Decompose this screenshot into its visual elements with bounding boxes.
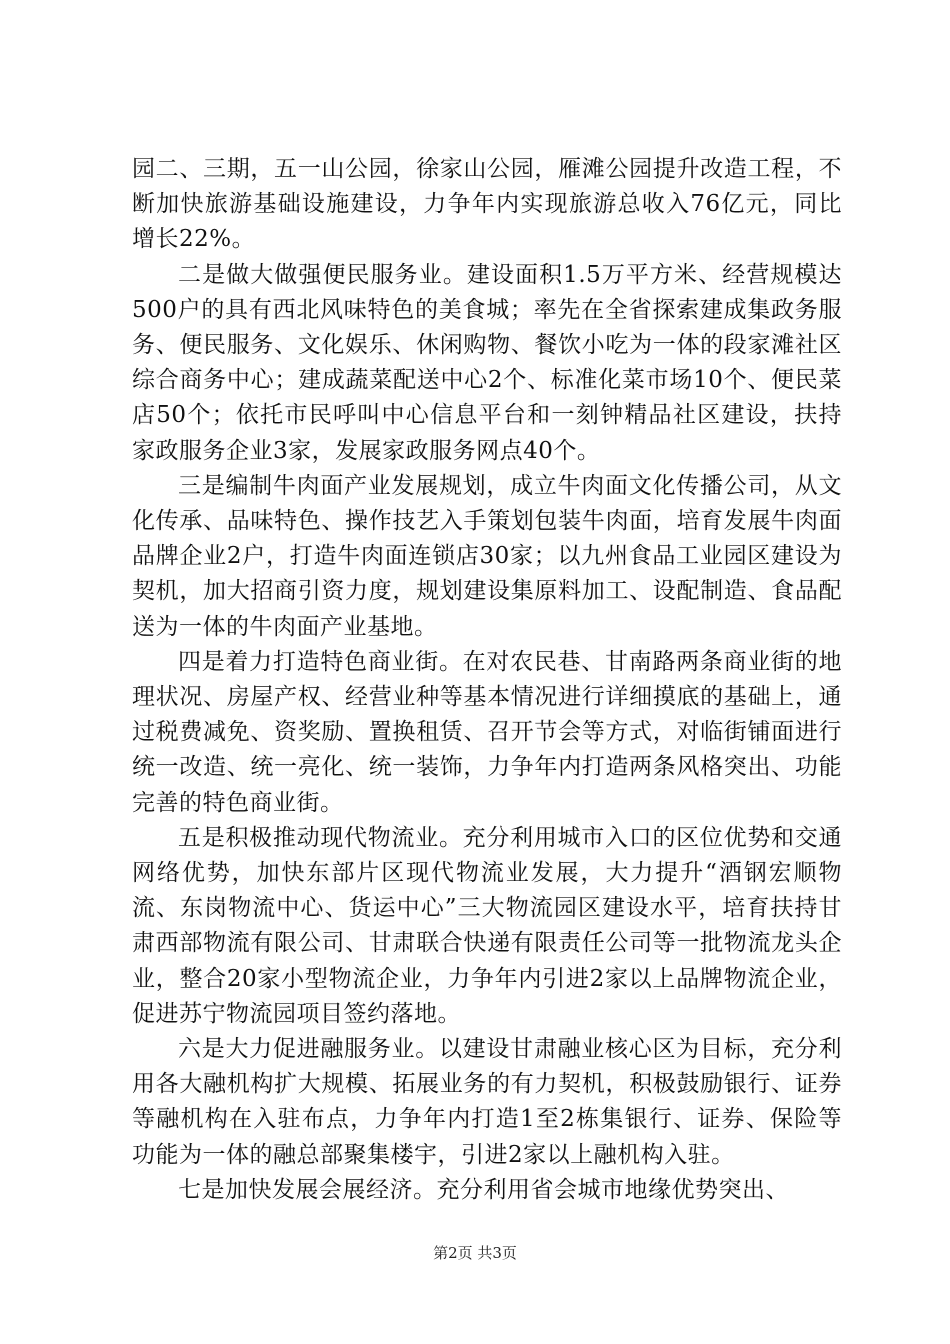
document-body <box>132 152 842 1208</box>
paragraph-exhibition-economy: 七是加快发展会展经济。充分利用省会城市地缘优势突出、 <box>178 1176 789 1203</box>
page-footer: 第2页 共3页 <box>433 1244 517 1262</box>
paragraph-convenience-services: 二是做大做强便民服务业。建设面积1.5万平方米、经营规模达500户的具有西北风味特色的美食城；率先在全省探索建成集政务服务、便民服务、文化娱乐、休闲购物、餐饮小吃为一体的段家滩社区综合商务中心；建成蔬菜配送中心2个、标准化菜市场10个、便民菜店50个；依托市民呼叫中心信息平台和一刻钟精品社区建设，扶持家政服务企业3家，发展家政服务网点40个。 <box>132 261 842 464</box>
paragraph-logistics: 五是积极推动现代物流业。充分利用城市入口的区位优势和交通网络优势，加快东部片区现代物流业发展，大力提升“酒钢宏顺物流、东岗物流中心、货运中心”三大物流园区建设水平，培育扶持甘肃西部物流有限公司、甘肃联合快递有限责任公司等一批物流龙头企业，整合20家小型物流企业，力争年内引进2家以上品牌物流企业，促进苏宁物流园项目签约落地。 <box>132 824 842 1027</box>
paragraph-beef-noodle-industry: 三是编制牛肉面产业发展规划，成立牛肉面文化传播公司，从文化传承、品味特色、操作技艺入手策划包装牛肉面，培育发展牛肉面品牌企业2户，打造牛肉面连锁店30家；以九州食品工业园区建设为契机，加大招商引资力度，规划建设集原料加工、设配制造、食品配送为一体的牛肉面产业基地。 <box>132 472 842 640</box>
paragraph-commercial-streets: 四是着力打造特色商业街。在对农民巷、甘南路两条商业街的地理状况、房屋产权、经营业种等基本情况进行详细摸底的基础上，通过税费减免、资奖励、置换租赁、召开节会等方式，对临街铺面进行统一改造、统一亮化、统一装饰，力争年内打造两条风格突出、功能完善的特色商业街。 <box>132 648 842 816</box>
paragraph-continuation: 园二、三期，五一山公园，徐家山公园，雁滩公园提升改造工程，不断加快旅游基础设施建设，力争年内实现旅游总收入76亿元，同比增长22%。 <box>132 156 842 253</box>
paragraph-financial-services: 六是大力促进融服务业。以建设甘肃融业核心区为目标，充分利用各大融机构扩大规模、拓展业务的有力契机，积极鼓励银行、证券等融机构在入驻布点，力争年内打造1至2栋集银行、证券、保险等功能为一体的融总部聚集楼宇，引进2家以上融机构入驻。 <box>132 1036 842 1168</box>
